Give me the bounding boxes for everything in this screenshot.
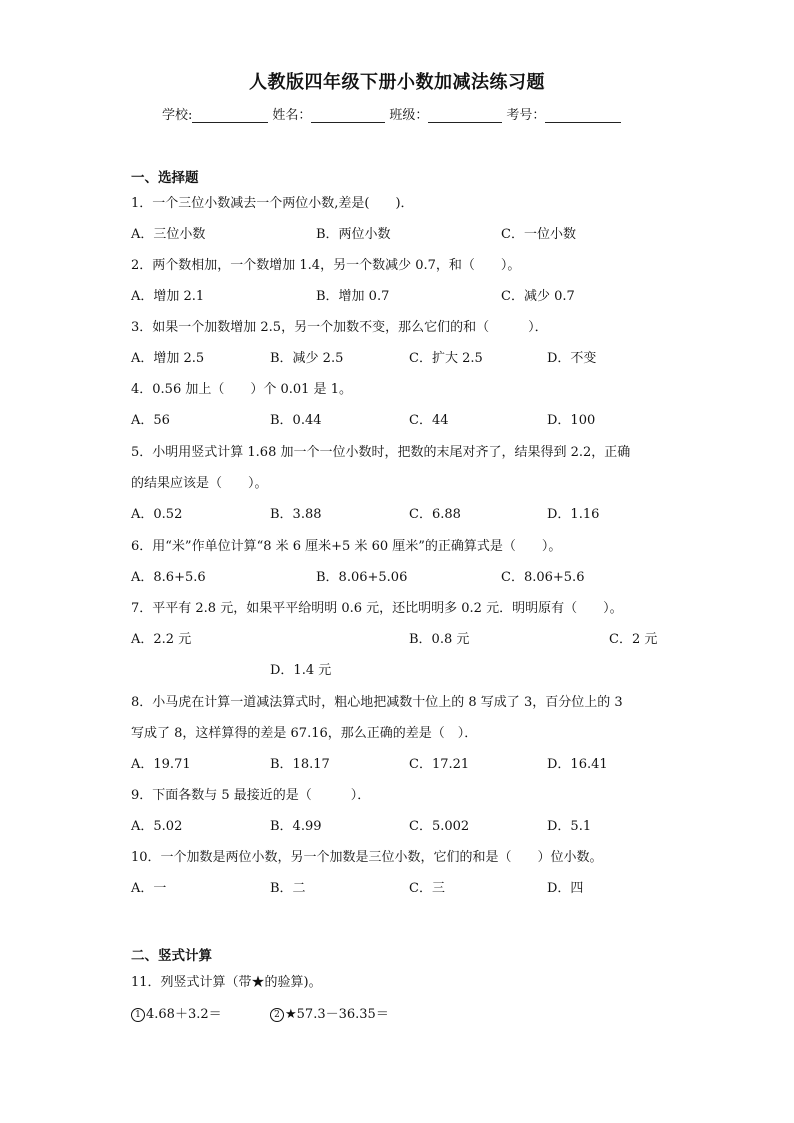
- question-text-line: 8．小马虎在计算一道减法算式时，粗心地把减数十位上的 8 写成了 3，百分位上的 3: [131, 695, 623, 710]
- option-d: D．1.16: [547, 507, 600, 522]
- option-d: D．16.41: [547, 757, 608, 772]
- option-c: C．三: [409, 881, 445, 896]
- page-title: 人教版四年级下册小数加减法练习题: [249, 72, 545, 93]
- section-heading-choice: 一、选择题: [131, 170, 199, 186]
- calc-expression: ★57.3－36.35＝: [285, 1007, 389, 1022]
- calc-item-1: [131, 1003, 222, 1022]
- section-heading-vertical-calc: 二、竖式计算: [131, 948, 212, 964]
- option-a: A．56: [131, 413, 170, 428]
- option-c: C．8.06+5.6: [501, 570, 585, 585]
- option-c: C．扩大 2.5: [409, 351, 483, 366]
- option-b: B．4.99: [270, 819, 322, 834]
- option-c: C．5.002: [409, 819, 470, 834]
- option-c: C．减少 0.7: [501, 289, 575, 304]
- question-text: 7．平平有 2.8 元，如果平平给明明 0.6 元，还比明明多 0.2 元．明明原有（ ）。: [131, 601, 623, 616]
- option-b: B．减少 2.5: [270, 351, 344, 366]
- option-a: A．2.2 元: [131, 632, 192, 647]
- option-d: D．不变: [547, 351, 597, 366]
- exam-no-label: 考号：: [506, 108, 546, 123]
- question-text-line: 写成了 8，这样算得的差是 67.16，那么正确的差是（ ）．: [131, 726, 478, 741]
- question-text-line: 5．小明用竖式计算 1.68 加一个一位小数时，把数的末尾对齐了，结果得到 2.2，正确: [131, 445, 631, 460]
- option-d: D．100: [547, 413, 596, 428]
- option-a: A．增加 2.1: [131, 289, 205, 304]
- option-b: B．0.44: [270, 413, 322, 428]
- option-a: A．19.71: [131, 757, 191, 772]
- question-text: 1．一个三位小数减去一个两位小数,差是( )．: [131, 196, 414, 211]
- calc-expression: 4.68＋3.2＝: [146, 1007, 222, 1022]
- option-b: B．增加 0.7: [316, 289, 390, 304]
- option-a: A．8.6+5.6: [131, 570, 206, 585]
- option-b: B．0.8 元: [409, 632, 470, 647]
- option-a: A．增加 2.5: [131, 351, 205, 366]
- name-label: 姓名：: [272, 108, 312, 123]
- option-a: A．0.52: [131, 507, 183, 522]
- question-text-line: 的结果应该是（ ）。: [131, 476, 268, 491]
- option-b: B．两位小数: [316, 227, 391, 242]
- question-text: 4．0.56 加上（ ）个 0.01 是 1。: [131, 382, 352, 397]
- option-d: D．四: [547, 881, 584, 896]
- question-text: 3．如果一个加数增加 2.5，另一个加数不变，那么它们的和（ ）．: [131, 320, 548, 335]
- question-text: 10．一个加数是两位小数，另一个加数是三位小数，它们的和是（ ）位小数。: [131, 850, 603, 865]
- circled-number-icon: 2: [270, 1008, 284, 1022]
- name-blank[interactable]: [311, 108, 385, 123]
- question-text: 6．用“米”作单位计算“8 米 6 厘米+5 米 60 厘米”的正确算式是（ ）。: [131, 539, 562, 554]
- class-blank[interactable]: [428, 108, 502, 123]
- option-c: C．6.88: [409, 507, 461, 522]
- question-text: 9．下面各数与 5 最接近的是（ ）．: [131, 788, 371, 803]
- option-b: B．18.17: [270, 757, 330, 772]
- question-text: 11．列竖式计算（带★的验算)。: [131, 975, 322, 990]
- circled-number-icon: 1: [131, 1008, 145, 1022]
- option-c: C．一位小数: [501, 227, 576, 242]
- calc-item-2: [270, 1003, 389, 1022]
- option-b: B．8.06+5.06: [316, 570, 408, 585]
- class-label: 班级：: [389, 108, 429, 123]
- option-c: C．17.21: [409, 757, 470, 772]
- option-b: B．二: [270, 881, 306, 896]
- option-a: A．三位小数: [131, 227, 206, 242]
- exam-no-blank[interactable]: [545, 108, 621, 123]
- option-d: D．1.4 元: [270, 663, 332, 678]
- option-c: C．44: [409, 413, 449, 428]
- option-a: A．5.02: [131, 819, 183, 834]
- option-c: C．2 元: [609, 632, 658, 647]
- school-blank[interactable]: [192, 108, 268, 123]
- school-label: 学校:: [162, 108, 193, 123]
- question-text: 2．两个数相加，一个数增加 1.4，另一个数减少 0.7，和（ ）。: [131, 258, 521, 273]
- student-info-row: [162, 103, 625, 123]
- option-d: D．5.1: [547, 819, 592, 834]
- option-a: A．一: [131, 881, 167, 896]
- option-b: B．3.88: [270, 507, 322, 522]
